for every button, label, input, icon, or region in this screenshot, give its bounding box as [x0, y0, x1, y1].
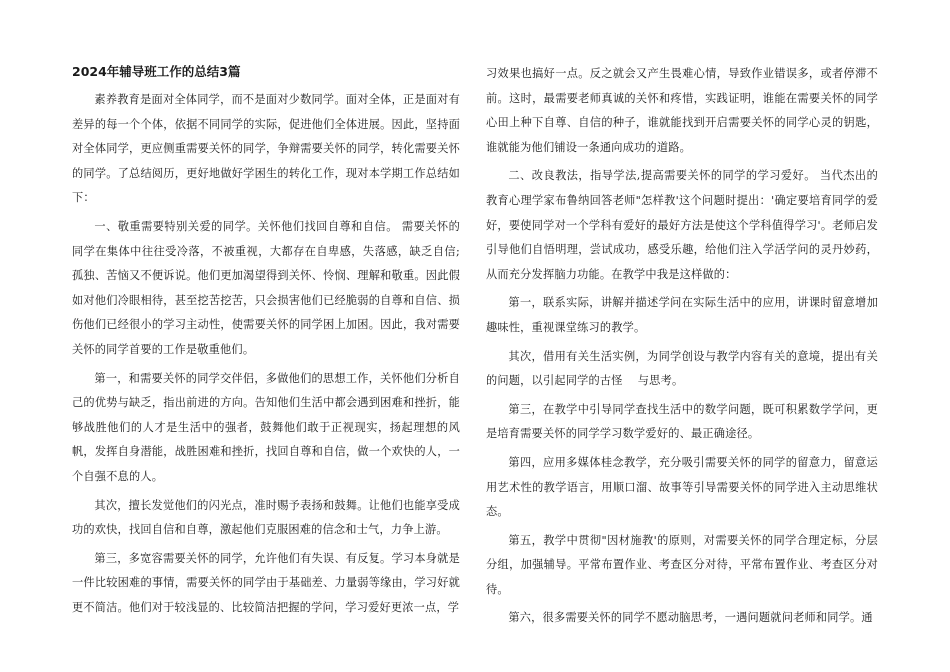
paragraph-continuation: 习效果也搞好一点。反之就会又产生畏难心情，导致作业错误多，或者停滞不前。这时，最需要老师真诚的关怀和疼惜，实践证明，谁能在需要关怀的同学心田上种下自尊、自信的种子，谁就能找到开启需要关怀的同学心灵的钥匙，谁就能为他们铺设一条通向成功的道路。: [486, 67, 878, 154]
paragraph-third-point: 第三，多宽容需要关怀的同学，允许他们有失误、有反复。学习本身就是一件比较困难的事情，需要关怀的同学由于基础差、力量弱等缘由，学习好就更不简洁。他们对于较浅显的、比较简洁把握的学问，学习爱好更浓一点，学: [72, 551, 460, 614]
paragraph-intro: 素养教育是面对全体同学，而不是面对少数同学。面对全体，正是面对有差异的每一个个体，依据不同同学的实际，促进他们全体进展。因此，坚持面对全体同学，更应侧重需要关怀的同学，争辩需要关怀的同学，转化需要关怀的同学。了总结阅历，更好地做好学困生的转化工作，现对本学期工作总结如下：: [72, 93, 460, 205]
right-column: [486, 62, 878, 635]
paragraph-section-1: 一、敬重需要特别关爱的同学。关怀他们找回自尊和自信。 需要关怀的同学在集体中往往受冷落，不被重视，大都存在自卑感，失落感，缺乏自信;孤独、苦恼又不便诉说。他们更加渴望得到关怀、怜悯、理解和敬重。因此假如对他们冷眼相待，甚至挖苦挖苦，只会损害他们已经脆弱的自尊和自信、损伤他们已经很小的学习主动性，使需要关怀的同学困上加困。因此，我对需要关怀的同学首要的工作是敬重他们。: [72, 219, 460, 356]
paragraph-method-3: 第三，在教学中引导同学查找生活中的数学问题，既可积累数学学问，更是培育需要关怀的同学学习数学爱好的、最正确途径。: [486, 402, 878, 441]
left-column: [72, 62, 460, 624]
paragraph-section-2: 二、改良教法，指导学法,提高需要关怀的同学的学习爱好。 当代杰出的教育心理学家布鲁纳回答老师"怎样教'这个问题时提出：'确定要培育同学的爱好，要使同学对一个学科有爱好的最好方法是使这个学科值得学习'。老师启发引导他们自悟明理，尝试成功，感受乐趣，给他们注入学活学问的灵丹妙药，从而充分发挥脑力功能。在教学中我是这样做的：: [486, 169, 878, 281]
document-title: 2024年辅导班工作的总结3篇: [72, 64, 241, 79]
paragraph-method-4: 第四，应用多媒体桂念教学，充分吸引需要关怀的同学的留意力，留意运用艺术性的教学语言，用顺口溜、故事等引导需要关怀的同学进入主动思维状态。: [486, 455, 878, 519]
paragraph-method-6: 第六，很多需要关怀的同学不愿动脑思考，一遇问题就问老师和同学。通: [508, 611, 873, 625]
paragraph-method-1: 第一，联系实际，讲解并描述学问在实际生活中的应用，讲课时留意增加趣味性，重视课堂练习的教学。: [486, 296, 878, 334]
paragraph-second-point: 其次，擅长发觉他们的闪光点，准时赐予表扬和鼓舞。让他们也能享受成功的欢快，找回自信和自尊，激起他们克服困难的信念和士气，力争上游。: [72, 498, 460, 537]
paragraph-method-5: 第五，教学中贯彻"因材施教'的原则，对需要关怀的同学合理定标，分层分组，加强辅导。平常布置作业、考查区分对待，平常布置作业、考查区分对待。: [486, 533, 878, 596]
paragraph-method-2: 其次，借用有关生活实例，为同学创设与教学内容有关的意境，提出有关的问题，以引起同学的古怪 与思考。: [486, 349, 878, 388]
paragraph-first-point: 第一，和需要关怀的同学交伴侣，多做他们的思想工作，关怀他们分析自己的优势与缺乏，指出前进的方向。告知他们生活中都会遇到困难和挫折，能够战胜他们的人才是生活中的强者，鼓舞他们敢于正视现实，扬起理想的风帆，发挥自身潜能，战胜困难和挫折，找回自尊和自信，做一个欢快的人，一个自强不息的人。: [72, 371, 460, 483]
